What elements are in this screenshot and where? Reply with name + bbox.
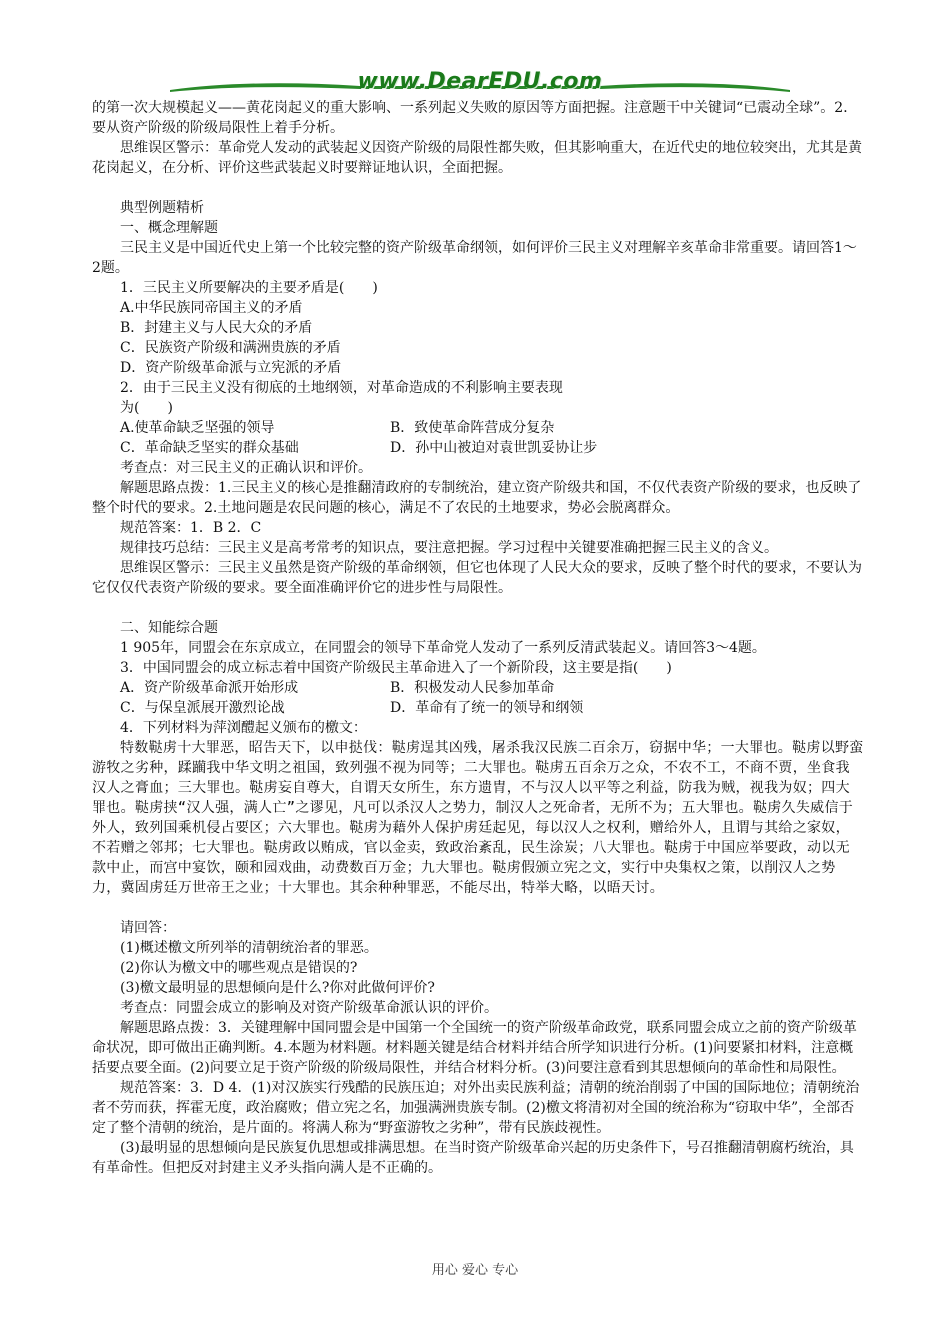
- paragraph: 思维误区警示：三民主义虽然是资产阶级的革命纲领，但它也体现了人民大众的要求，反映了整个时代的要求，不要认为它仅仅代表资产阶级的要求。要全面准确评价它的进步性与局限性。: [92, 560, 862, 596]
- sub-question: (3)檄文最明显的思想倾向是什么?你对此做何评价?: [120, 980, 435, 996]
- option-row: [92, 418, 864, 438]
- answer: 规范答案：1．B 2．C: [120, 520, 262, 536]
- sub-question: (2)你认为檄文中的哪些观点是错误的?: [120, 960, 358, 976]
- option: B．积极发动人民参加革命: [390, 680, 555, 696]
- option: C．革命缺乏坚实的群众基础: [120, 440, 299, 456]
- answer: 规范答案：3．D 4．(1)对汉族实行残酷的民族压迫；对外出卖民族利益；清朝的统治削弱了中国的国际地位；清朝统治者不劳而获，挥霍无度，政治腐败；借立宪之名，加强满洲贵族专制。(2)檄文将清初对全国的统治称为“窃取中华”，全部否定了整个清朝的统治，是片面的。将满人称为“野蛮游牧之劣种”，带有民族歧视性。: [92, 1080, 860, 1136]
- option: C．与保皇派展开激烈论战: [120, 700, 285, 716]
- section-title: 典型例题精析: [120, 200, 204, 216]
- option: B．致使革命阵营成分复杂: [390, 420, 555, 436]
- paragraph: 解题思路点拨：3．关键理解中国同盟会是中国第一个全国统一的资产阶级革命政党，联系同盟会成立之前的资产阶级革命状况，即可做出正确判断。4.本题为材料题。材料题关键是结合材料并结合所学知识进行分析。(1)问要紧扣材料，注意概括要点要全面。(2)问要立足于资产阶级的阶级局限性，并结合材料分析。(3)问要注意看到其思想倾向的革命性和局限性。: [92, 1020, 857, 1076]
- paragraph: 考查点：对三民主义的正确认识和评价。: [120, 460, 372, 476]
- sub-question: (1)概述檄文所列举的清朝统治者的罪恶。: [120, 940, 378, 956]
- paragraph: 请回答：: [120, 920, 176, 936]
- paragraph: 规律技巧总结：三民主义是高考常考的知识点，要注意把握。学习过程中关键要准确把握三民主义的含义。: [120, 540, 778, 556]
- question-4: 4．下列材料为萍浏醴起义颁布的檄文：: [120, 720, 367, 736]
- option: B．封建主义与人民大众的矛盾: [120, 320, 313, 336]
- option: C．民族资产阶级和满洲贵族的矛盾: [120, 340, 341, 356]
- option: A.使革命缺乏坚强的领导: [120, 420, 275, 436]
- site-url[interactable]: www.DearEDU.com: [357, 69, 603, 94]
- paragraph: 的第一次大规模起义——黄花岗起义的重大影响、一系列起义失败的原因等方面把握。注意题干中关键词“已震动全球”。2．要从资产阶级的阶级局限性上着手分析。: [92, 100, 858, 136]
- option: A．资产阶级革命派开始形成: [120, 680, 299, 696]
- question-2-tail: 为( ): [120, 400, 173, 416]
- option-row: [92, 698, 864, 718]
- paragraph: 三民主义是中国近代史上第一个比较完整的资产阶级革命纲领，如何评价三民主义对理解辛亥革命非常重要。请回答1～2题。: [92, 240, 857, 276]
- section-subtitle: 一、概念理解题: [120, 220, 218, 236]
- page-footer: 用心 爱心 专心: [431, 1263, 519, 1278]
- question-2: 2．由于三民主义没有彻底的土地纲领，对革命造成的不利影响主要表现: [120, 380, 563, 396]
- option-row: [92, 678, 864, 698]
- section-subtitle: 二、知能综合题: [120, 620, 218, 636]
- paragraph: 解题思路点拨：1.三民主义的核心是推翻清政府的专制统治，建立资产阶级共和国，不仅代表资产阶级的要求，也反映了整个时代的要求。2.土地问题是农民问题的核心，满足不了农民的土地要求，势必会脱离群众。: [92, 480, 862, 516]
- question-3: 3．中国同盟会的成立标志着中国资产阶级民主革命进入了一个新阶段，这主要是指( ): [120, 660, 672, 676]
- site-banner: [170, 70, 790, 100]
- option-row: [92, 438, 864, 458]
- material-quote: 特数鞑虏十大罪恶，昭告天下，以申挞伐：鞑虏逞其凶残，屠杀我汉民族二百余万，窃据中华；一大罪也。鞑虏以野蛮游牧之劣种，蹂躏我中华文明之祖国，致列强不视为同等；二大罪也。鞑虏五百余万之众，不农不工，不商不贾，坐食我汉人之膏血；三大罪也。鞑虏妄自尊大，自谓天女所生，东方遗胄，不与汉人以平等之利益，防我为贼，视我为奴；四大罪也。鞑虏挟“汉人强，满人亡”之谬见，凡可以杀汉人之势力，制汉人之死命者，无所不为；五大罪也。鞑虏久失威信于外人，致列国乘机侵占要区；六大罪也。鞑虏为藉外人保护虏廷起见，每以汉人之权利，赠给外人，且谓与其给之家奴，不若赠之邻邦；七大罪也。鞑虏政以贿成，官以金卖，致政治紊乱，民生涂炭；八大罪也。鞑虏于中国应举要政，动以无款中止，而宫中宴饮，颐和园戏曲，动费数百万金；九大罪也。鞑虏假颁立宪之文，实行中央集权之策，以削汉人之势力，冀固虏廷万世帝王之业；十大罪也。其余种种罪恶，不能尽出，特举大略，以晤天讨。: [92, 740, 864, 896]
- paragraph: 1 905年，同盟会在东京成立，在同盟会的领导下革命党人发动了一系列反清武装起义。请回答3～4题。: [120, 640, 766, 656]
- document-body: [92, 98, 864, 1178]
- option: D．孙中山被迫对袁世凯妥协让步: [390, 440, 598, 456]
- option: D．资产阶级革命派与立宪派的矛盾: [120, 360, 342, 376]
- option: A.中华民族同帝国主义的矛盾: [120, 300, 303, 316]
- question-1: 1．三民主义所要解决的主要矛盾是( ): [120, 280, 378, 296]
- option: D．革命有了统一的领导和纲领: [390, 700, 584, 716]
- paragraph: (3)最明显的思想倾向是民族复仇思想或排满思想。在当时资产阶级革命兴起的历史条件下，号召推翻清朝腐朽统治，具有革命性。但把反对封建主义矛头指向满人是不正确的。: [92, 1140, 854, 1176]
- paragraph: 考查点：同盟会成立的影响及对资产阶级革命派认识的评价。: [120, 1000, 498, 1016]
- paragraph: 思维误区警示：革命党人发动的武装起义因资产阶级的局限性都失败，但其影响重大，在近代史的地位较突出，尤其是黄花岗起义，在分析、评价这些武装起义时要辩证地认识，全面把握。: [92, 140, 862, 176]
